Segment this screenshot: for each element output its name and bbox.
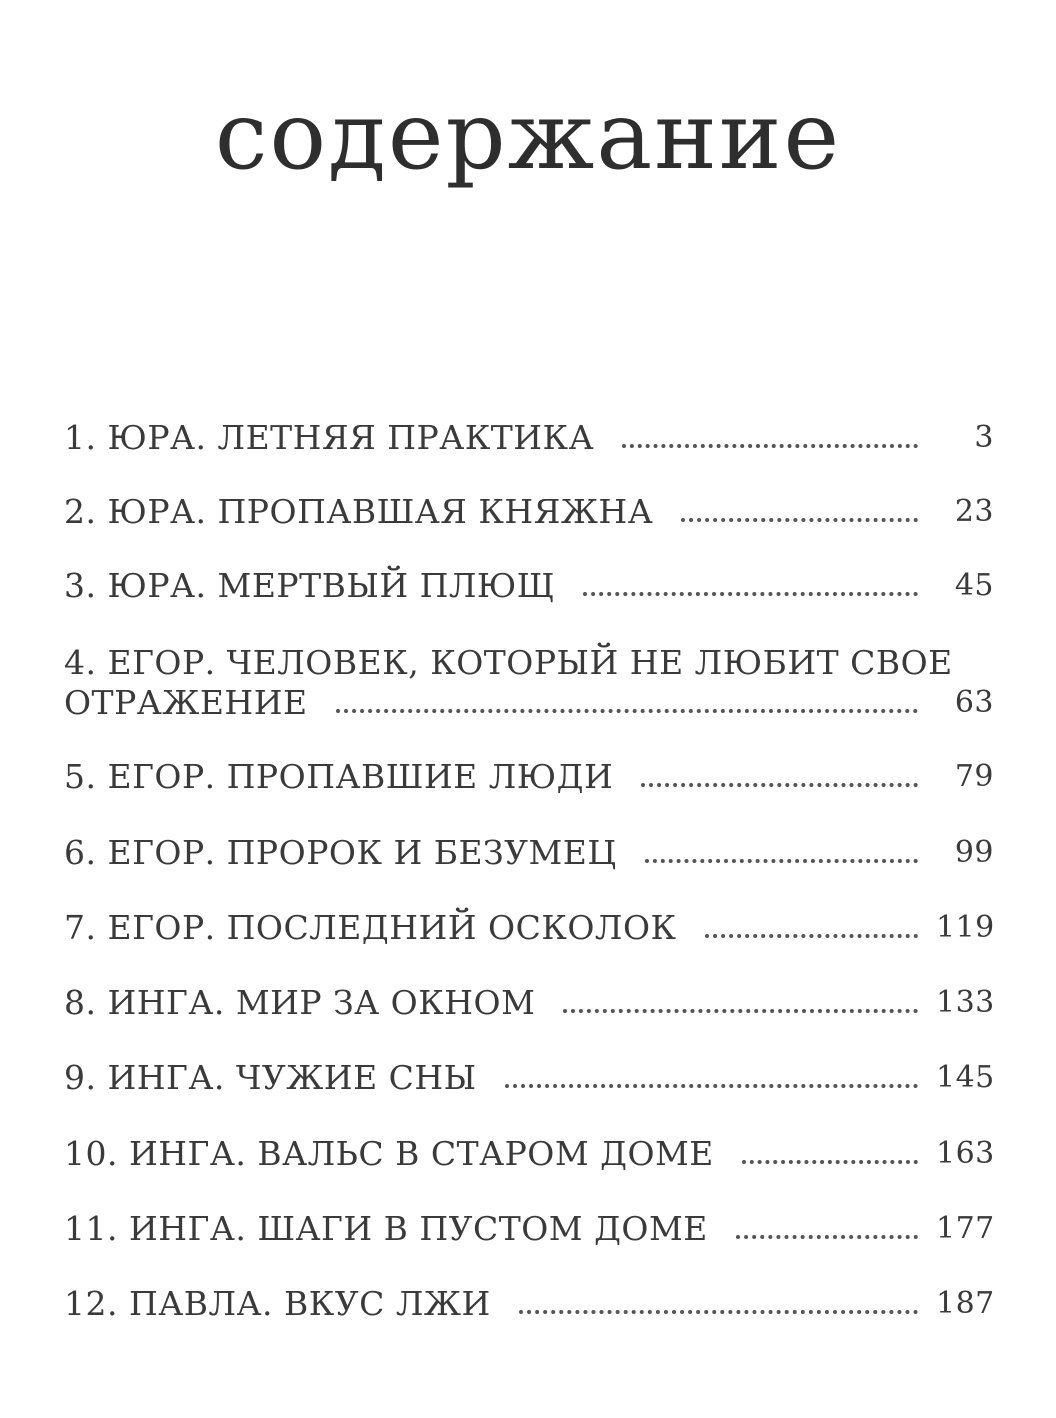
page-title: содержание (214, 82, 842, 191)
dot-leader (336, 709, 918, 713)
toc-entry-page: 133 (936, 985, 995, 1020)
dot-leader (742, 1160, 918, 1164)
toc-entry-page: 145 (936, 1060, 995, 1095)
toc-entry-title: 5. ЕГОР. ПРОПАВШИЕ ЛЮДИ (64, 757, 614, 796)
toc-entry-title: 11. ИНГА. ШАГИ В ПУСТОМ ДОМЕ (64, 1209, 708, 1248)
toc-entry (64, 1058, 994, 1098)
toc-entry (64, 757, 994, 797)
toc-entry (64, 908, 994, 948)
toc-entry (64, 1284, 994, 1324)
toc-entry-page: 45 (954, 568, 994, 603)
toc-entry-title: 3. ЮРА. МЕРТВЫЙ ПЛЮЩ (64, 566, 555, 605)
toc-entry-page: 187 (936, 1286, 995, 1321)
dot-leader (583, 592, 918, 596)
toc-entry-title: 7. ЕГОР. ПОСЛЕДНИЙ ОСКОЛОК (64, 908, 677, 947)
dot-leader (622, 444, 918, 448)
toc-entry-page: 177 (936, 1211, 995, 1246)
toc-entry (64, 833, 994, 873)
toc-entry (64, 492, 994, 532)
dot-leader (641, 783, 918, 787)
dot-leader (681, 518, 918, 522)
toc-entry-title: 9. ИНГА. ЧУЖИЕ СНЫ (64, 1058, 477, 1097)
toc-entry (64, 566, 994, 606)
dot-leader (645, 859, 918, 863)
dot-leader (705, 934, 918, 938)
toc-entry (64, 983, 994, 1023)
toc-entry-page: 23 (954, 494, 994, 529)
toc-entry-page: 79 (954, 759, 994, 794)
toc-entry-title: 2. ЮРА. ПРОПАВШАЯ КНЯЖНА (64, 492, 654, 531)
toc-entry-page: 3 (974, 420, 994, 455)
toc-entry-title: 6. ЕГОР. ПРОРОК И БЕЗУМЕЦ (64, 833, 617, 872)
toc-entry-title: 10. ИНГА. ВАЛЬС В СТАРОМ ДОМЕ (64, 1134, 714, 1173)
dot-leader (505, 1084, 918, 1088)
toc-entry-title: 8. ИНГА. МИР ЗА ОКНОМ (64, 983, 536, 1022)
toc-entry-page: 119 (936, 910, 995, 945)
toc-entry-title: 1. ЮРА. ЛЕТНЯЯ ПРАКТИКА (64, 418, 595, 457)
dot-leader (736, 1235, 918, 1239)
toc-entry (64, 1134, 994, 1174)
dot-leader (519, 1310, 918, 1314)
toc-entry-title-line1: 4. ЕГОР. ЧЕЛОВЕК, КОТОРЫЙ НЕ ЛЮБИТ СВОЕ (64, 643, 953, 682)
toc-entry (64, 643, 994, 723)
toc-entry-title: 12. ПАВЛА. ВКУС ЛЖИ (64, 1284, 491, 1323)
toc-entry (64, 1209, 994, 1249)
toc-entry-page: 163 (936, 1136, 995, 1171)
toc-entry-title-line2: ОТРАЖЕНИЕ (64, 683, 308, 722)
toc-entry (64, 418, 994, 458)
toc-entry-page: 63 (954, 685, 994, 720)
dot-leader (563, 1009, 918, 1013)
toc-entry-page: 99 (954, 835, 994, 870)
